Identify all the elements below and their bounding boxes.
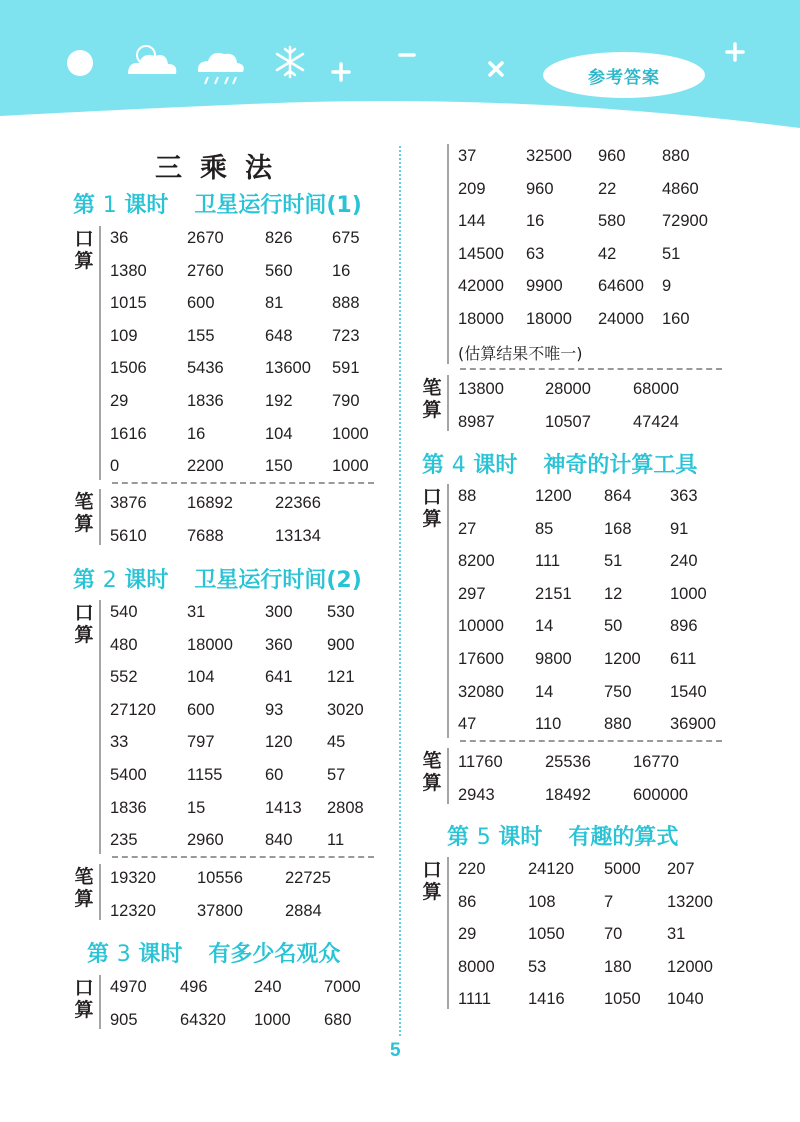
answer-cell: 16 xyxy=(187,424,206,443)
answer-cell: 33 xyxy=(110,733,129,752)
block-bar xyxy=(99,864,101,920)
answer-cell: 1506 xyxy=(110,359,147,378)
answer-cell: 207 xyxy=(667,860,695,878)
answer-cell: 14500 xyxy=(458,244,504,263)
page-number: 5 xyxy=(390,1040,401,1061)
answer-cell: 1200 xyxy=(604,649,641,668)
answer-cell: 36900 xyxy=(670,715,716,734)
answer-cell: 960 xyxy=(598,147,626,165)
answer-cell: 1050 xyxy=(528,925,565,944)
answer-cell: 10000 xyxy=(458,617,504,636)
answer-cell: 14 xyxy=(535,617,554,636)
answer-cell: 560 xyxy=(265,261,293,280)
answer-cell: 10556 xyxy=(197,869,243,887)
answer-cell: 47 xyxy=(458,715,477,734)
answer-cell: 53 xyxy=(528,957,547,976)
answer-cell: 180 xyxy=(604,957,632,976)
answer-cell: 16770 xyxy=(633,753,679,771)
answer-cell: 27120 xyxy=(110,700,156,719)
chapter-title: 三乘法 xyxy=(155,153,290,184)
answer-cell: 5000 xyxy=(604,860,641,878)
answer-cell: 1200 xyxy=(535,487,572,505)
answer-cell: 22366 xyxy=(275,494,321,512)
answer-cell: 2808 xyxy=(327,798,364,817)
answer-cell: 88 xyxy=(458,487,477,505)
answer-cell: 42000 xyxy=(458,277,504,296)
answer-cell: 0 xyxy=(110,457,120,476)
answer-cell: 723 xyxy=(332,326,360,345)
block-bar xyxy=(447,144,449,364)
answer-cell: 530 xyxy=(327,603,355,621)
answer-cell: 13134 xyxy=(275,526,321,545)
answer-cell: 7 xyxy=(604,892,614,911)
column-divider xyxy=(399,146,401,1036)
estimate-note: (估算结果不唯一) xyxy=(458,344,583,363)
answer-cell: 51 xyxy=(662,244,681,263)
answer-cell: 18000 xyxy=(458,309,504,328)
block-bar xyxy=(447,857,449,1009)
answer-cell: 57 xyxy=(327,765,346,784)
answer-cell: 2670 xyxy=(187,229,224,247)
answer-cell: 68000 xyxy=(633,380,679,398)
answer-cell: 1416 xyxy=(528,990,565,1009)
answer-cell: 864 xyxy=(604,487,632,505)
answer-cell: 1155 xyxy=(187,765,223,784)
answer-cell: 2151 xyxy=(535,584,572,603)
oral-label: 口 算 xyxy=(74,602,94,646)
answer-cell: 29 xyxy=(110,391,129,410)
answer-cell: 1000 xyxy=(332,457,369,476)
answer-cell: 1540 xyxy=(670,682,707,701)
answer-cell: 297 xyxy=(458,584,486,603)
answer-cell: 70 xyxy=(604,925,623,944)
block-bar xyxy=(447,748,449,804)
answer-cell: 120 xyxy=(265,733,293,752)
answer-cell: 9900 xyxy=(526,277,563,296)
oral-label: 口 算 xyxy=(74,228,94,272)
answer-cell: 93 xyxy=(265,700,284,719)
answer-cell: 104 xyxy=(265,424,293,443)
answer-cell: 37 xyxy=(458,147,477,165)
answer-cell: 16892 xyxy=(187,494,233,512)
answer-cell: 19320 xyxy=(110,869,156,887)
answer-cell: 28000 xyxy=(545,380,591,398)
answer-cell: 144 xyxy=(458,212,486,231)
answer-cell: 9800 xyxy=(535,649,572,668)
answer-cell: 2943 xyxy=(458,785,495,804)
answer-cell: 235 xyxy=(110,831,138,850)
answer-cell: 220 xyxy=(458,860,486,878)
answer-cell: 840 xyxy=(265,831,293,850)
answer-cell: 14 xyxy=(535,682,554,701)
answer-cell: 109 xyxy=(110,326,138,345)
answer-cell: 209 xyxy=(458,179,486,198)
block-bar xyxy=(447,375,449,431)
lesson-title-5: 第 5 课时 有趣的算式 xyxy=(447,825,679,850)
answer-cell: 50 xyxy=(604,617,623,636)
answer-cell: 36 xyxy=(110,229,129,247)
lesson-title-1: 第 1 课时 卫星运行时间(1) xyxy=(73,193,362,218)
answer-cell: 3020 xyxy=(327,700,364,719)
written-label: 笔 算 xyxy=(74,491,94,535)
answer-cell: 42 xyxy=(598,244,617,263)
answer-cell: 790 xyxy=(332,391,360,410)
answer-cell: 24120 xyxy=(528,860,574,878)
answer-cell: 12320 xyxy=(110,901,156,920)
answer-cell: 2960 xyxy=(187,831,224,850)
answer-cell: 1050 xyxy=(604,990,641,1009)
answer-cell: 32080 xyxy=(458,682,504,701)
answer-cell: 900 xyxy=(327,635,355,654)
answer-cell: 600 xyxy=(187,700,215,719)
dash-separator xyxy=(112,856,374,858)
answer-cell: 51 xyxy=(604,552,623,571)
answer-cell: 11 xyxy=(327,831,345,850)
answer-cell: 1000 xyxy=(254,1010,291,1029)
answer-cell: 3876 xyxy=(110,494,147,512)
block-bar xyxy=(447,484,449,738)
answer-cell: 896 xyxy=(670,617,698,636)
block-bar xyxy=(99,489,101,545)
answer-cell: 168 xyxy=(604,519,632,538)
header-band xyxy=(0,0,800,130)
written-label: 笔 算 xyxy=(422,750,442,794)
answer-cell: 2200 xyxy=(187,457,224,476)
answer-cell: 91 xyxy=(670,519,689,538)
answer-cell: 750 xyxy=(604,682,632,701)
answer-cell: 86 xyxy=(458,892,477,911)
block-bar xyxy=(99,600,101,854)
answer-cell: 155 xyxy=(187,326,215,345)
answer-cell: 9 xyxy=(662,277,672,296)
answer-cell: 150 xyxy=(265,457,293,476)
answer-cell: 5436 xyxy=(187,359,224,378)
lesson-title-3: 第 3 课时 有多少名观众 xyxy=(87,942,341,967)
answer-cell: 121 xyxy=(327,668,355,687)
answer-cell: 37800 xyxy=(197,901,243,920)
answer-cell: 64320 xyxy=(180,1010,226,1029)
answer-cell: 108 xyxy=(528,892,556,911)
answer-cell: 675 xyxy=(332,229,360,247)
answer-cell: 18000 xyxy=(526,309,572,328)
answer-cell: 81 xyxy=(265,294,284,313)
answer-cell: 13600 xyxy=(265,359,311,378)
answer-cell: 611 xyxy=(670,649,697,668)
answer-cell: 18000 xyxy=(187,635,233,654)
answer-cell: 5610 xyxy=(110,526,147,545)
answer-cell: 1836 xyxy=(187,391,224,410)
answer-cell: 1380 xyxy=(110,261,147,280)
answer-cell: 240 xyxy=(254,978,282,996)
block-bar xyxy=(99,975,101,1029)
answer-cell: 600000 xyxy=(633,785,689,804)
answer-cell: 552 xyxy=(110,668,138,687)
dash-separator xyxy=(112,482,374,484)
answer-cell: 797 xyxy=(187,733,215,752)
answer-cell: 47424 xyxy=(633,412,679,431)
answer-cell: 111 xyxy=(535,552,561,571)
dash-separator xyxy=(460,740,722,742)
answer-cell: 888 xyxy=(332,294,360,313)
oral-label: 口 算 xyxy=(74,977,94,1021)
oral-label: 口 算 xyxy=(422,859,442,903)
answer-cell: 18492 xyxy=(545,785,591,804)
answer-cell: 960 xyxy=(526,179,554,198)
answer-cell: 480 xyxy=(110,635,138,654)
answer-cell: 7000 xyxy=(324,978,361,996)
answer-cell: 13200 xyxy=(667,892,713,911)
answer-cell: 104 xyxy=(187,668,215,687)
written-label: 笔 算 xyxy=(422,377,442,421)
answer-cell: 60 xyxy=(265,765,284,784)
lesson-title-4: 第 4 课时 神奇的计算工具 xyxy=(422,453,698,478)
answer-cell: 680 xyxy=(324,1010,352,1029)
answer-cell: 240 xyxy=(670,552,698,571)
answer-cell: 496 xyxy=(180,978,208,996)
answer-cell: 16 xyxy=(526,212,545,231)
answer-cell: 15 xyxy=(187,798,206,817)
answer-cell: 5400 xyxy=(110,765,147,784)
answer-cell: 880 xyxy=(604,715,632,734)
answer-cell: 12000 xyxy=(667,957,713,976)
answer-cell: 880 xyxy=(662,147,690,165)
answer-cell: 16 xyxy=(332,261,351,280)
answer-cell: 1836 xyxy=(110,798,147,817)
answer-cell: 192 xyxy=(265,391,293,410)
written-label: 笔 算 xyxy=(74,866,94,910)
answer-key-badge: 参考答案 xyxy=(543,52,705,98)
oral-label: 口 算 xyxy=(422,486,442,530)
dash-separator xyxy=(460,368,722,370)
answer-cell: 17600 xyxy=(458,649,504,668)
answer-cell: 31 xyxy=(667,925,686,944)
answer-cell: 12 xyxy=(604,584,623,603)
answer-cell: 32500 xyxy=(526,147,572,165)
answer-cell: 1040 xyxy=(667,990,704,1009)
answer-cell: 1111 xyxy=(458,990,492,1009)
answer-cell: 64600 xyxy=(598,277,644,296)
answer-cell: 22725 xyxy=(285,869,331,887)
answer-cell: 540 xyxy=(110,603,138,621)
answer-cell: 72900 xyxy=(662,212,708,231)
answer-cell: 826 xyxy=(265,229,293,247)
answer-cell: 300 xyxy=(265,603,293,621)
answer-cell: 360 xyxy=(265,635,293,654)
answer-cell: 22 xyxy=(598,179,617,198)
sun-icon xyxy=(67,50,93,76)
answer-cell: 1413 xyxy=(265,798,302,817)
answer-cell: 1616 xyxy=(110,424,147,443)
answer-cell: 31 xyxy=(187,603,206,621)
answer-cell: 24000 xyxy=(598,309,644,328)
answer-cell: 63 xyxy=(526,244,545,263)
answer-cell: 600 xyxy=(187,294,215,313)
answer-cell: 905 xyxy=(110,1010,138,1029)
answer-cell: 2884 xyxy=(285,901,322,920)
answer-cell: 160 xyxy=(662,309,690,328)
answer-cell: 363 xyxy=(670,487,698,505)
answer-cell: 13800 xyxy=(458,380,504,398)
answer-cell: 25536 xyxy=(545,753,591,771)
answer-cell: 8000 xyxy=(458,957,495,976)
block-bar xyxy=(99,226,101,480)
answer-cell: 2760 xyxy=(187,261,224,280)
answer-cell: 580 xyxy=(598,212,626,231)
answer-cell: 110 xyxy=(535,715,562,734)
answer-cell: 648 xyxy=(265,326,293,345)
answer-cell: 11760 xyxy=(458,753,503,771)
answer-cell: 641 xyxy=(265,668,293,687)
answer-cell: 1015 xyxy=(110,294,147,313)
answer-cell: 29 xyxy=(458,925,477,944)
answer-cell: 10507 xyxy=(545,412,591,431)
answer-cell: 1000 xyxy=(332,424,369,443)
answer-cell: 1000 xyxy=(670,584,707,603)
answer-cell: 85 xyxy=(535,519,554,538)
answer-cell: 4970 xyxy=(110,978,147,996)
answer-cell: 8987 xyxy=(458,412,495,431)
answer-cell: 7688 xyxy=(187,526,224,545)
answer-cell: 591 xyxy=(332,359,360,378)
lesson-title-2: 第 2 课时 卫星运行时间(2) xyxy=(73,568,362,593)
answer-cell: 27 xyxy=(458,519,477,538)
answer-cell: 4860 xyxy=(662,179,699,198)
answer-cell: 45 xyxy=(327,733,346,752)
answer-cell: 8200 xyxy=(458,552,495,571)
